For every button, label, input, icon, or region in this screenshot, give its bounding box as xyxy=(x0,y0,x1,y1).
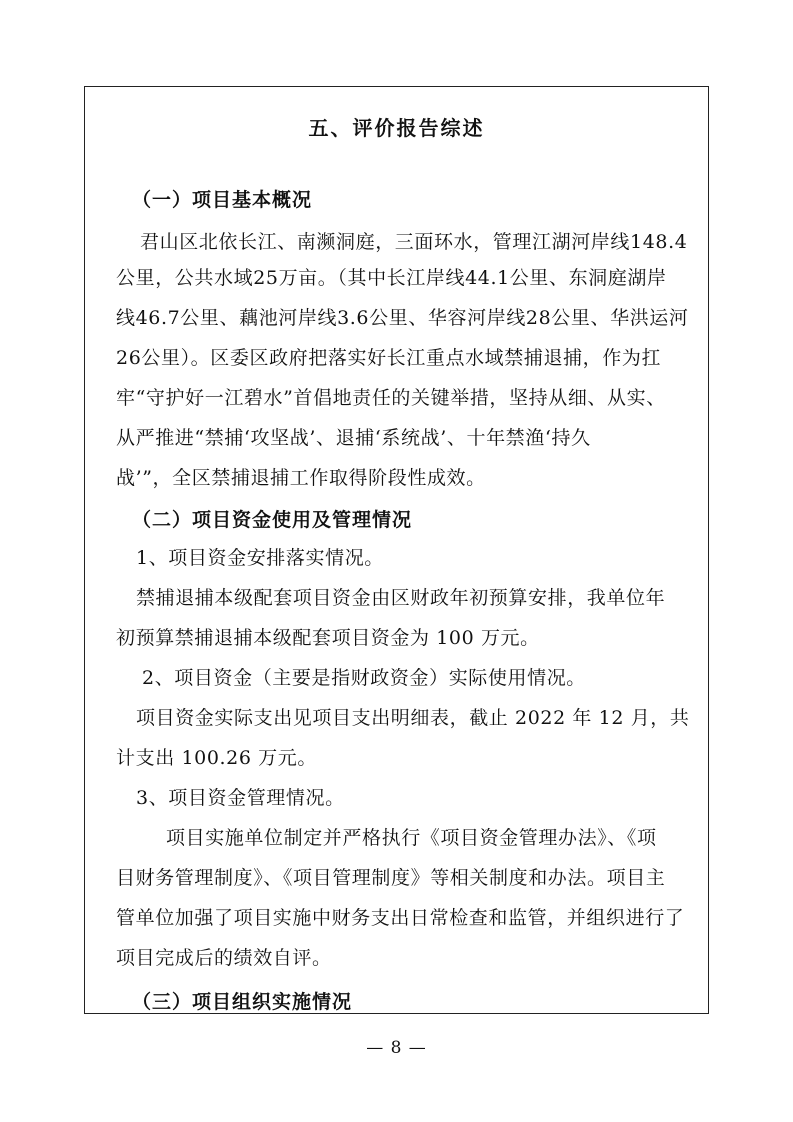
paragraph-line: 管单位加强了项目实施中财务支出日常检查和监管，并组织进行了 xyxy=(116,907,685,929)
subheading-actual-usage: 2、项目资金（主要是指财政资金）实际使用情况。 xyxy=(142,667,586,689)
paragraph-line: 公里，公共水域25万亩。（其中长江岸线44.1公里、东洞庭湖岸 xyxy=(116,267,667,289)
heading-implementation: （三）项目组织实施情况 xyxy=(132,991,353,1013)
page-number: — 8 — xyxy=(366,1038,427,1058)
section-title: 五、评价报告综述 xyxy=(308,116,485,140)
paragraph-line: 线46.7公里、藕池河岸线3.6公里、华容河岸线28公里、华洪运河 xyxy=(116,307,689,329)
paragraph-line: 项目完成后的绩效自评。 xyxy=(116,947,332,969)
paragraph-line: 从严推进“禁捕‘攻坚战’、退捕‘系统战’、十年禁渔‘持久 xyxy=(116,427,591,449)
paragraph-line: 目财务管理制度》、《项目管理制度》等相关制度和办法。项目主 xyxy=(116,867,666,889)
heading-basic-overview: （一）项目基本概况 xyxy=(132,189,313,211)
paragraph-line: 战’”，全区禁捕退捕工作取得阶段性成效。 xyxy=(116,467,486,489)
subheading-fund-management: 3、项目资金管理情况。 xyxy=(136,787,345,809)
subheading-fund-arrangement: 1、项目资金安排落实情况。 xyxy=(136,547,384,569)
heading-fund-usage: （二）项目资金使用及管理情况 xyxy=(132,509,413,531)
paragraph-line: 计支出 100.26 万元。 xyxy=(116,747,317,769)
paragraph-line: 项目实施单位制定并严格执行《项目资金管理办法》、《项 xyxy=(166,827,657,849)
paragraph-line: 初预算禁捕退捕本级配套项目资金为 100 万元。 xyxy=(116,627,540,649)
paragraph-line: 项目资金实际支出见项目支出明细表，截止 2022 年 12 月，共 xyxy=(136,707,690,729)
paragraph-line: 君山区北依长江、南濒洞庭，三面环水，管理江湖河岸线148.4 xyxy=(140,231,688,253)
paragraph-line: 牢“守护好一江碧水”首倡地责任的关键举措，坚持从细、从实、 xyxy=(116,387,666,409)
paragraph-line: 26公里）。区委区政府把落实好长江重点水域禁捕退捕，作为扛 xyxy=(116,347,662,369)
paragraph-line: 禁捕退捕本级配套项目资金由区财政年初预算安排，我单位年 xyxy=(136,587,666,609)
